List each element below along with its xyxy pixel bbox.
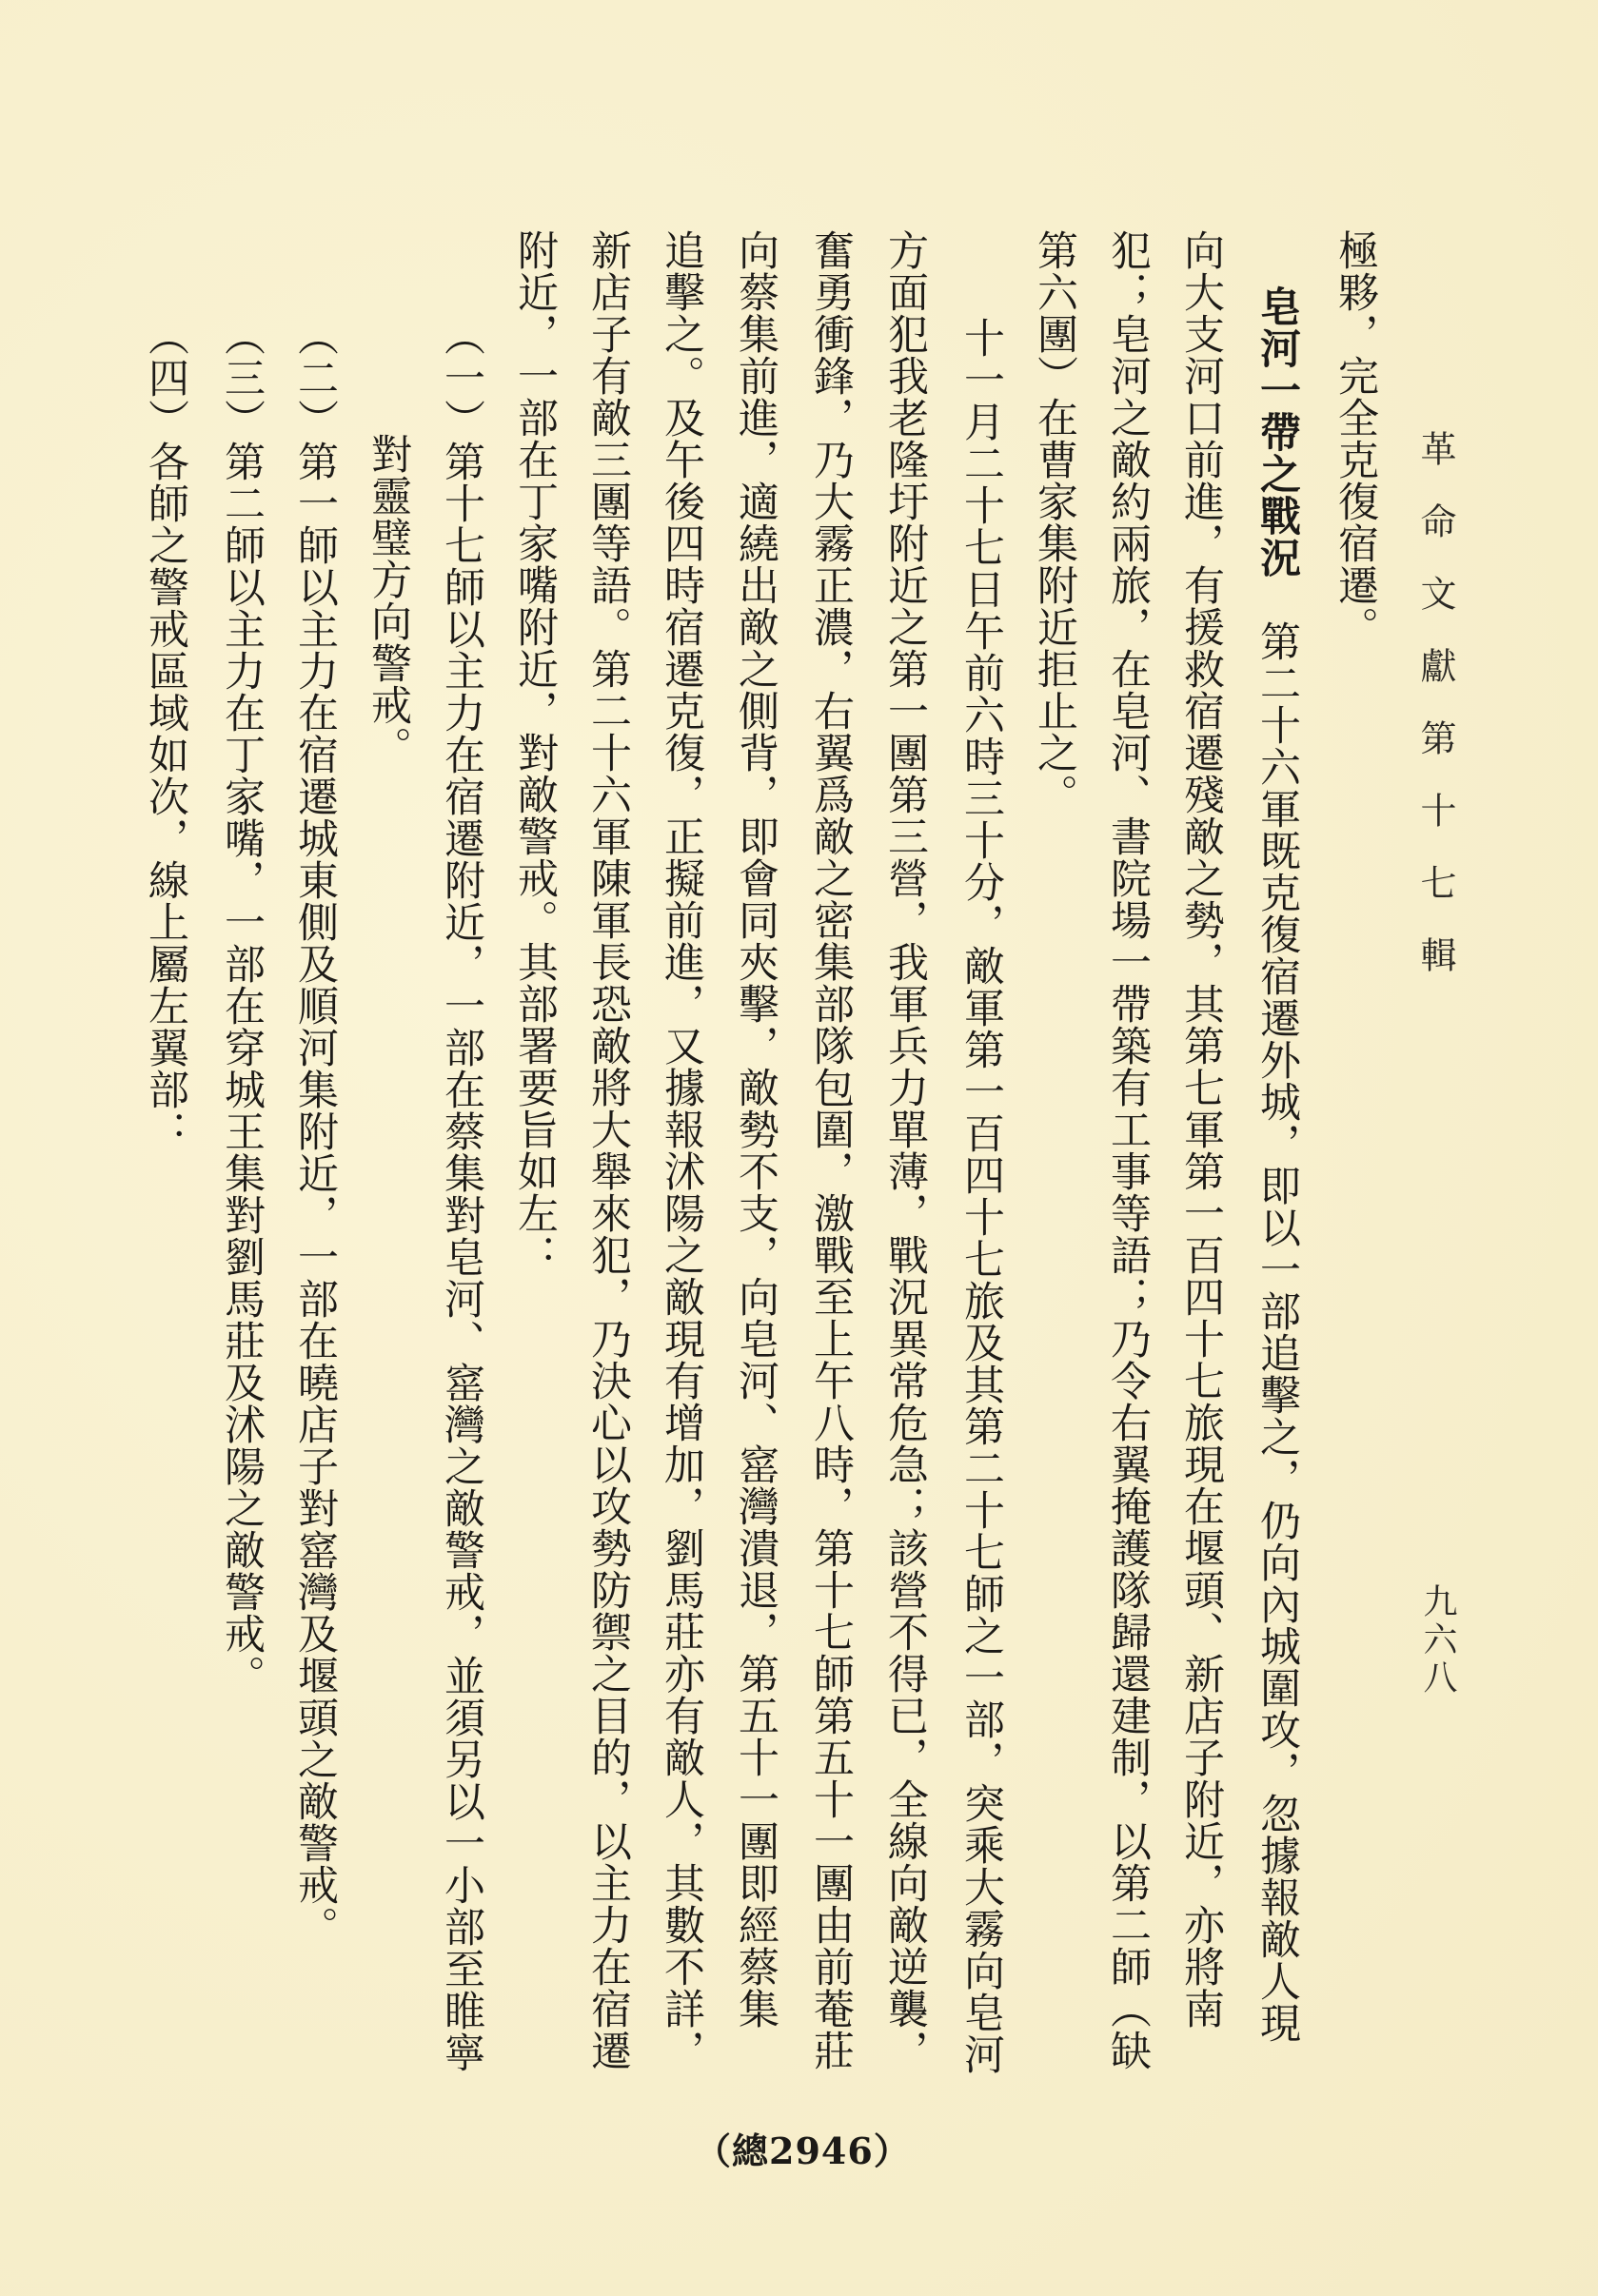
list-item: （一）第十七師以主力在宿遷附近，一部在蔡集對皂河、窰灣之敵警戒，並須另以一小部至睢寧 <box>438 315 485 2073</box>
running-header-title: 革命文獻第十七輯 <box>1414 430 1456 1009</box>
list-item: （二）第一師以主力在宿遷城東側及順河集附近，一部在曉店子對窰灣及堰頭之敵警戒。 <box>291 315 339 1948</box>
list-item-continuation: 對靈璧方向警戒。 <box>365 433 412 768</box>
text-column: 方面犯我老隆圩附近之第一團第三營，我軍兵力單薄，戰況異常危急；該營不得已，全線向敵逆襲， <box>881 229 929 2071</box>
text-column: 向蔡集前進，適繞出敵之側背，即會同夾擊，敵勢不支，向皂河、窰灣潰退，第五十一團即經蔡集 <box>732 229 779 2030</box>
list-item: （三）第二師以主力在丁家嘴，一部在穿城王集對劉馬莊及沭陽之敵警戒。 <box>218 315 266 1697</box>
list-item: （四）各師之警戒區域如次，線上屬左翼部： <box>142 315 189 1152</box>
text-column: 極夥，完全克復宿遷。 <box>1332 229 1379 648</box>
text-column: 犯；皂河之敵約兩旅，在皂河、書院場一帶築有工事等語；乃令右翼掩護隊歸還建制，以第二師（缺 <box>1104 229 1152 2071</box>
text-column: 奮勇衝鋒，乃大霧正濃，右翼爲敵之密集部隊包圍，激戰至上午八時，第十七師第五十一團由前菴莊 <box>807 229 855 2071</box>
page-number: 九六八 <box>1418 1583 1457 1697</box>
text-column: 新店子有敵三團等語。第二十六軍陳軍長恐敵將大舉來犯，乃決心以攻勢防禦之目的，以主力在宿遷 <box>584 229 632 2071</box>
text-column: 第六團）在曹家集附近拒止之。 <box>1031 229 1078 815</box>
paragraph-text: 第二十六軍既克復宿遷外城，即以一部追擊之，仍向內城圍攻，忽據報敵人現 <box>1253 579 1301 2044</box>
text-column: 向大支河口前進，有援救宿遷殘敵之勢，其第七軍第一百四十七旅現在堰頭、新店子附近，亦將南 <box>1177 229 1225 2030</box>
text-column <box>1254 285 1300 2044</box>
total-page-number: （總2946） <box>695 2129 911 2172</box>
section-heading: 皂河一帶之戰況 <box>1253 285 1301 579</box>
text-column: 追擊之。及午後四時宿遷克復，正擬前進，又據報沭陽之敵現有增加，劉馬莊亦有敵人，其數不詳， <box>658 229 705 2071</box>
text-column: 十一月二十七日午前六時三十分，敵軍第一百四十七旅及其第二十七師之一部，突乘大霧向皂河 <box>957 317 1005 2075</box>
text-column: 附近，一部在丁家嘴附近，對敵警戒。其部署要旨如左： <box>511 229 559 1276</box>
